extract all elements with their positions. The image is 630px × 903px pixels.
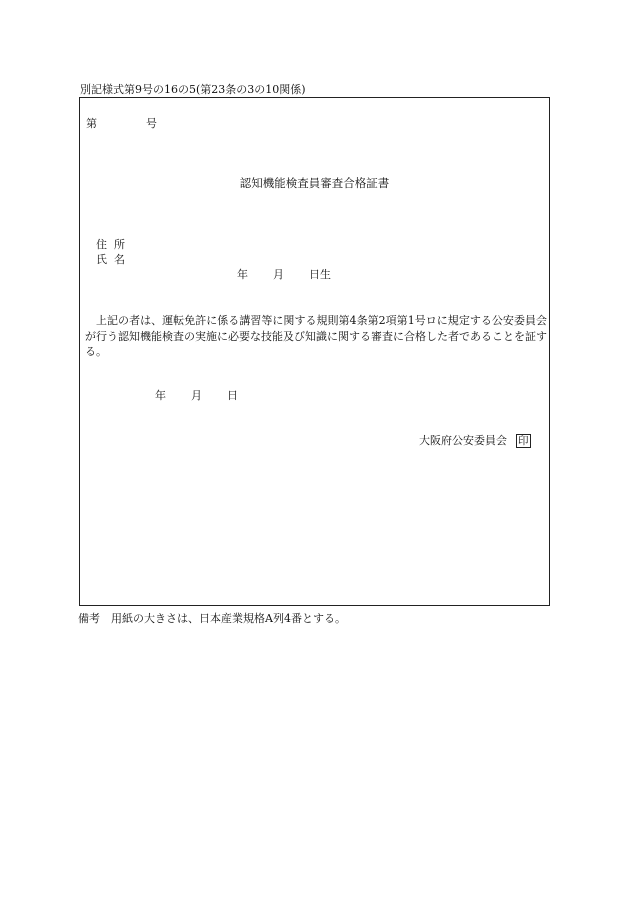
remarks-note: 備考 用紙の大きさは、日本産業規格A列4番とする。 — [78, 612, 346, 625]
certificate-title: 認知機能検査員審査合格証書 — [239, 176, 390, 190]
name-label: 氏名 — [96, 253, 132, 266]
issue-month-label: 月 — [191, 389, 202, 402]
birth-month-label: 月 — [273, 268, 284, 281]
issue-year-label: 年 — [155, 389, 166, 402]
issuer-block — [419, 432, 531, 448]
certificate-number-prefix: 第 — [86, 117, 97, 130]
birth-year-label: 年 — [237, 268, 248, 281]
issue-date — [155, 387, 238, 403]
certificate-frame — [79, 97, 550, 606]
certificate-number-suffix: 号 — [146, 117, 157, 130]
seal-mark: 印 — [518, 435, 529, 447]
form-reference: 別記様式第9号の16の5(第23条の3の10関係) — [80, 83, 306, 96]
issue-day-label: 日 — [227, 389, 238, 402]
certification-statement: 上記の者は、運転免許に係る講習等に関する規則第4条第2項第1号ロに規定する公安委員会が行う認知機能検査の実施に必要な技能及び知識に関する審査に合格した者であることを証する。 — [85, 314, 547, 358]
birth-day-label: 日生 — [309, 268, 331, 281]
birth-date — [237, 266, 331, 282]
address-label: 住所 — [96, 238, 132, 251]
issuer-name: 大阪府公安委員会 — [419, 434, 507, 447]
